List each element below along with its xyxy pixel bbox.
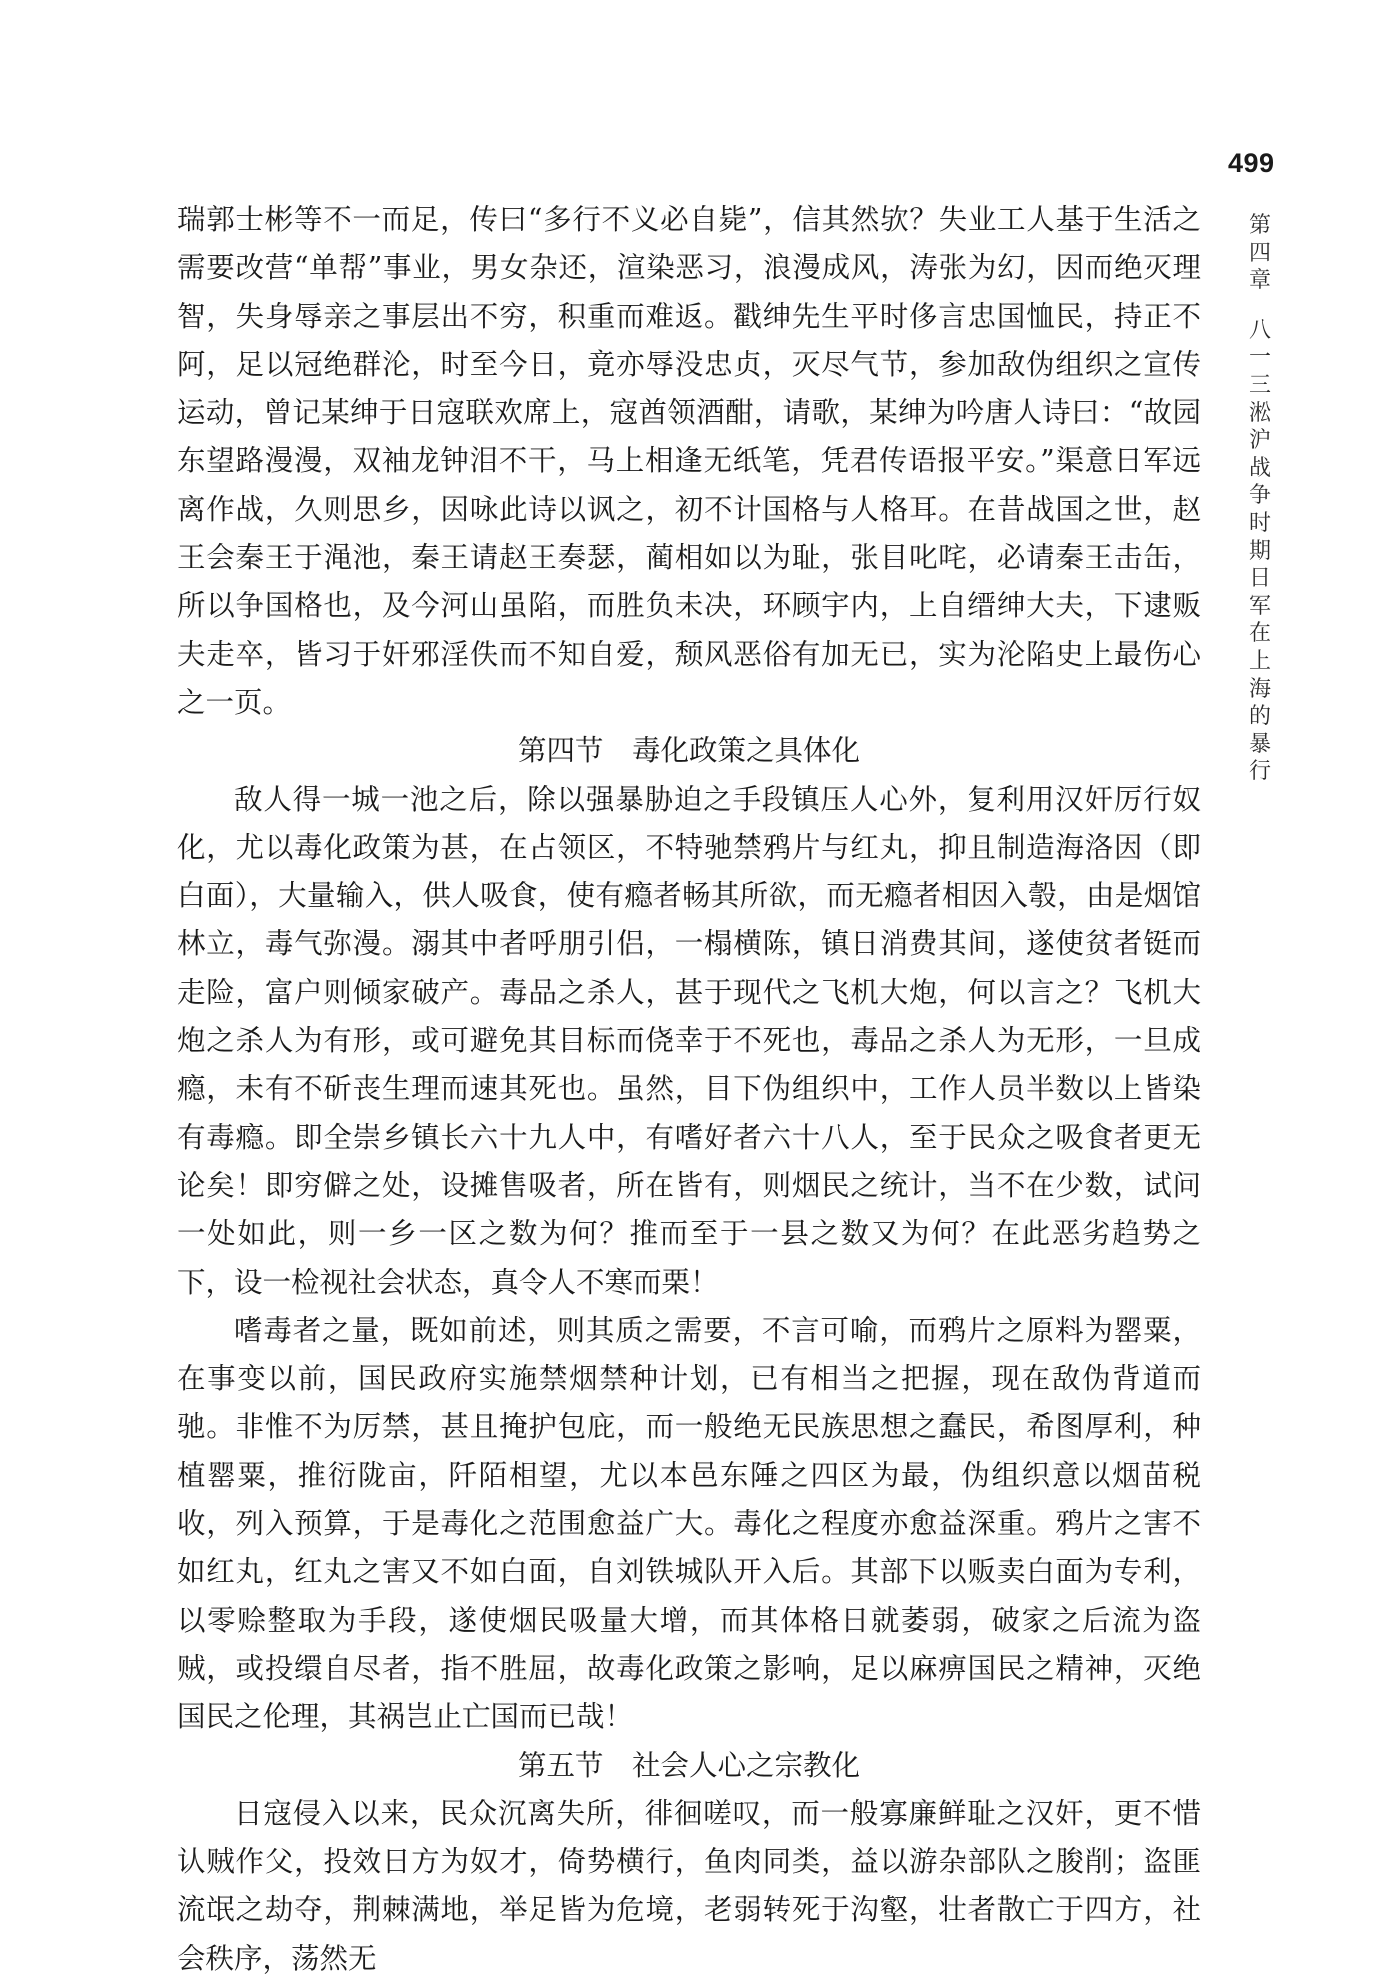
section-heading: 第四节 毒化政策之具体化 [517,734,860,768]
body-text [177,196,1201,1983]
paragraph: 瑞郭士彬等不一而足，传曰“多行不义必自毙”，信其然欤？失业工人基于生活之需要改营“单帮”事业，男女杂还，渲染恶习，浪漫成风，涛张为幻，因而绝灭理智，失身辱亲之事层出不穷，积重而难返。戳绅先生平时侈言忠国恤民，持正不阿，足以冠绝群沦，时至今日，竟亦辱没忠贞，灭尽气节，参加敌伪组织之宣传运动，曾记某绅于日寇联欢席上，寇酋领酒酣，请歌，某绅为吟唐人诗曰：“故园东望路漫漫，双袖龙钟泪不干，马上相逢无纸笔，凭君传语报平安。”渠意日军远离作战，久则思乡，因咏此诗以讽之，初不计国格与人格耳。在昔战国之世，赵王会秦王于渑池，秦王请赵王奏瑟，蔺相如以为耻，张目叱咤，必请秦王击缶，所以争国格也，及今河山虽陷，而胜负未决，环顾宇内，上自缙绅大夫，下逮贩夫走卒，皆习于奸邪淫佚而不知自爱，颓风恶俗有加无已，实为沦陷史上最伤心之一页。 [177,203,1201,719]
page-number: 499 [1228,148,1275,178]
running-header-chapter: 第四章 [1248,213,1271,294]
running-header [1243,212,1277,786]
section-heading: 第五节 社会人心之宗教化 [517,1748,860,1782]
paragraph: 敌人得一城一池之后，除以强暴胁迫之手段镇压人心外，复利用汉奸厉行奴化，尤以毒化政策为甚，在占领区，不特驰禁鸦片与红丸，抑且制造海洛因（即白面），大量输入，供人吸食，使有瘾者畅其所欲，而无瘾者相因入彀，由是烟馆林立，毒气弥漫。溺其中者呼朋引侣，一榻横陈，镇日消费其间，遂使贫者铤而走险，富户则倾家破产。毒品之杀人，甚于现代之飞机大炮，何以言之？飞机大炮之杀人为有形，或可避免其目标而侥幸于不死也，毒品之杀人为无形，一旦成瘾，未有不斫丧生理而速其死也。虽然，目下伪组织中，工作人员半数以上皆染有毒瘾。即全崇乡镇长六十九人中，有嗜好者六十八人，至于民众之吸食者更无论矣！即穷僻之处，设摊售吸者，所在皆有，则烟民之统计，当不在少数，试问一处如此，则一乡一区之数为何？推而至于一县之数又为何？在此恶劣趋势之下，设一检视社会状态，真令人不寒而栗！ [177,782,1201,1299]
paragraph: 嗜毒者之量，既如前述，则其质之需要，不言可喻，而鸦片之原料为罂粟，在事变以前，国民政府实施禁烟禁种计划，已有相当之把握，现在敌伪背道而驰。非惟不为厉禁，甚且掩护包庇，而一般绝无民族思想之蠢民，希图厚利，种植罂粟，推衍陇亩，阡陌相望，尤以本邑东陲之四区为最，伪组织意以烟苗税收，列入预算，于是毒化之范围愈益广大。毒化之程度亦愈益深重。鸦片之害不如红丸，红丸之害又不如白面，自刘铁城队开入后。其部下以贩卖白面为专利，以零赊整取为手段，遂使烟民吸量大增，而其体格日就萎弱，破家之后流为盗贼，或投缳自尽者，指不胜屈，故毒化政策之影响，足以麻痹国民之精神，灭绝国民之伦理，其祸岂止亡国而已哉！ [177,1313,1201,1734]
running-header-title: 八一三淞沪战争时期日军在上海的暴行 [1248,317,1271,785]
paragraph: 日寇侵入以来，民众沉离失所，徘徊嗟叹，而一般寡廉鲜耻之汉奸，更不惜认贼作父，投效日方为奴才，倚势横行，鱼肉同类，益以游杂部队之朘削；盗匪流氓之劫夺，荆棘满地，举足皆为危境，老弱转死于沟壑，壮者散亡于四方，社会秩序，荡然无 [177,1796,1201,1975]
